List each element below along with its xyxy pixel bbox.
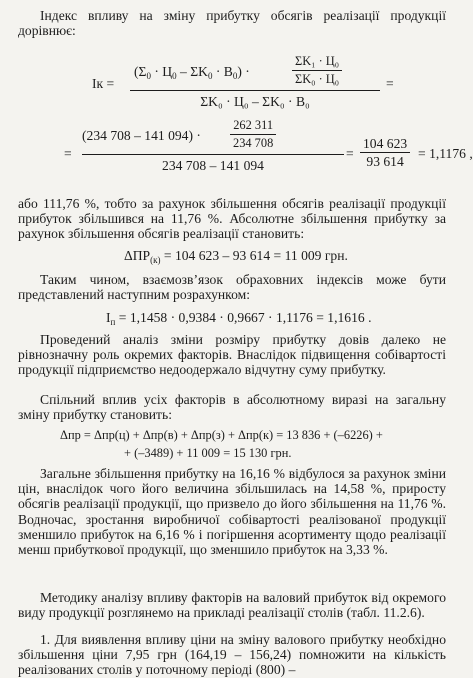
paragraph-joint-effect: Спільний вплив усіх факторів в абсолютному виразі на загальну зміну прибутку становить: <box>18 392 446 423</box>
formula-numerator: $(\Sigma_0 \cdot Ц_0 - \Sigma K_0 \cdot B_0)$ · ΣK₁ · Ц₀ ΣK₀ · Ц₀ <box>130 54 380 88</box>
document-page: Індекс впливу на зміну прибутку обсягів реалізації продукції дорівнює: Iк = $(\Sigma_0 \cdot Ц_0 - \Sigma K_0 \cdot B_0)$ · ΣK₁ · Ц₀ ΣK₀ · Ц₀ ΣK₀ · Ц₀ – ΣK₀ · B₀ = (234 708 – 141 094) · $\frac{262 311}{234 708}$ 234 708 – 141 094 = = $\frac{104 623}{93 614}$ = 1,1176 , або 111,76 %, тобто за рахунок збільшення обсягів реалізації продукції прибуток збільшився на 11,76 %. Абсолютне збільшення прибутку за рахунок збільшення обсягів реалізації становить: $\Delta ПР_{(к)} = 104$ 623 – 93 614 = 11 009 грн. Таким чином, взаємозв’язок обраховних індексів може бути представлений наступним розрахунком: $I_п = 1,1458 \cdot 0,9384 \cdot 0,9667 \cdot 1,1176 = 1,1616$ . Проведений аналіз зміни розміру прибутку довів далеко не рівнозначну роль окремих факторів. Внаслідок підвищення собівартості продукції підприємство недоодержало відчутну суму прибутку. Спільний вплив усіх факторів в абсолютному виразі на загальну зміну прибутку становить: Δпр = Δпр(ц) + Δпр(в) + Δпр(з) + Δпр(к) = 13 836 + (–6226) + + (–3489) + 11 009 = 15 130 грн. Загальне збільшення прибутку на 16,16 % відбулося за рахунок зміни цін, внаслідок чого його величина збільшилась на 14,58 %, приросту обсягів реалізації продукції, що призвело до його збільшення на 11,76 %. Водночас, зростання виробничої собівартості реалізованої продукції зменшило прибуток на 6,16 % і погіршення асортименту щодо реалізації менш прибуткової продукції, що зменшило прибуток на 3,33 %. Методику аналізу впливу факторів на валовий прибуток від окремого виду продукції розглянемо на прикладі реалізації столів (табл. 11.2.6). 1. Для виявлення впливу ціни на зміну валового прибутку необхідно збільшення ціни 7,95 грн (164,19 – 156,24) помножити на кількість реалізованих столів у поточному періоді (800) – <box>18 8 473 678</box>
numeric-fraction: (234 708 – 141 094) · $\frac{262 311}{234 708}$ 234 708 – 141 094 <box>82 118 344 152</box>
formula-fraction <box>130 54 380 109</box>
formula-total-change-line1: Δпр = Δпр(ц) + Δпр(в) + Δпр(з) + Δпр(к) = 13 836 + (–6226) + <box>60 428 383 442</box>
paragraph-index-result: або 111,76 %, тобто за рахунок збільшення обсягів реалізації продукції прибуток збільшився на 11,76 %. Абсолютне збільшення прибутку за рахунок збільшення обсягів реалізації становить: <box>18 196 446 242</box>
paragraph-methodology: Методику аналізу впливу факторів на валовий прибуток від окремого виду продукції розглянемо на прикладі реалізації столів (табл. 11.2.6). <box>18 590 446 621</box>
formula-indices-product: $I_п = 1,1458 \cdot 0,9384 \cdot 0,9667 \cdot 1,1176 = 1,1616$ . <box>106 310 372 327</box>
formula-index-volume-numeric: (234 708 – 141 094) · $\frac{262 311}{234 708}$ 234 708 – 141 094 = = $\frac{104 623}{93 614}$ = 1,1176 , <box>64 118 473 173</box>
fraction-rule <box>130 90 380 91</box>
paragraph-analysis: Проведений аналіз зміни розміру прибутку довів далеко не рівнозначну роль окремих факторів. Внаслідок підвищення собівартості продукції підприємство недоодержало відчутну суму прибутку. <box>18 332 446 378</box>
formula-lhs: Iк = <box>92 76 115 91</box>
paragraph-indices-link: Таким чином, взаємозв’язок обраховних індексів може бути представлений наступним розрахунком: <box>18 272 446 303</box>
formula-abs-increase: $\Delta ПР_{(к)} = 104$ 623 – 93 614 = 11 009 грн. <box>124 248 348 265</box>
numeric-inner-fraction: $\frac{262 311}{234 708}$ <box>230 118 276 151</box>
formula-denominator: ΣK₀ · Ц₀ – ΣK₀ · B₀ <box>200 94 310 109</box>
formula-total-change-line2: + (–3489) + 11 009 = 15 130 грн. <box>124 446 292 460</box>
paragraph-summary: Загальне збільшення прибутку на 16,16 % відбулося за рахунок зміни цін, внаслідок чого його величина збільшилась на 14,58 %, приросту обсягів реалізації продукції, що призвело до його збільшення на 11,76 %. Водночас, зростання виробничої собівартості реалізованої продукції зменшило прибуток на 6,16 % і погіршення асортименту щодо реалізації менш прибуткової продукції, що зменшило прибуток на 3,33 %. <box>18 466 446 558</box>
numeric-result-fraction: $\frac{104 623}{93 614}$ <box>360 136 410 169</box>
paragraph-index-intro: Індекс впливу на зміну прибутку обсягів реалізації продукції дорівнює: <box>18 8 446 39</box>
formula-inner-fraction: ΣK₁ · Ц₀ ΣK₀ · Ц₀ <box>292 54 342 87</box>
paragraph-price-step: 1. Для виявлення впливу ціни на зміну валового прибутку необхідно збільшення ціни 7,95 грн (164,19 – 156,24) помножити на кількість реалізованих столів у поточному періоді (800) – <box>18 632 446 678</box>
